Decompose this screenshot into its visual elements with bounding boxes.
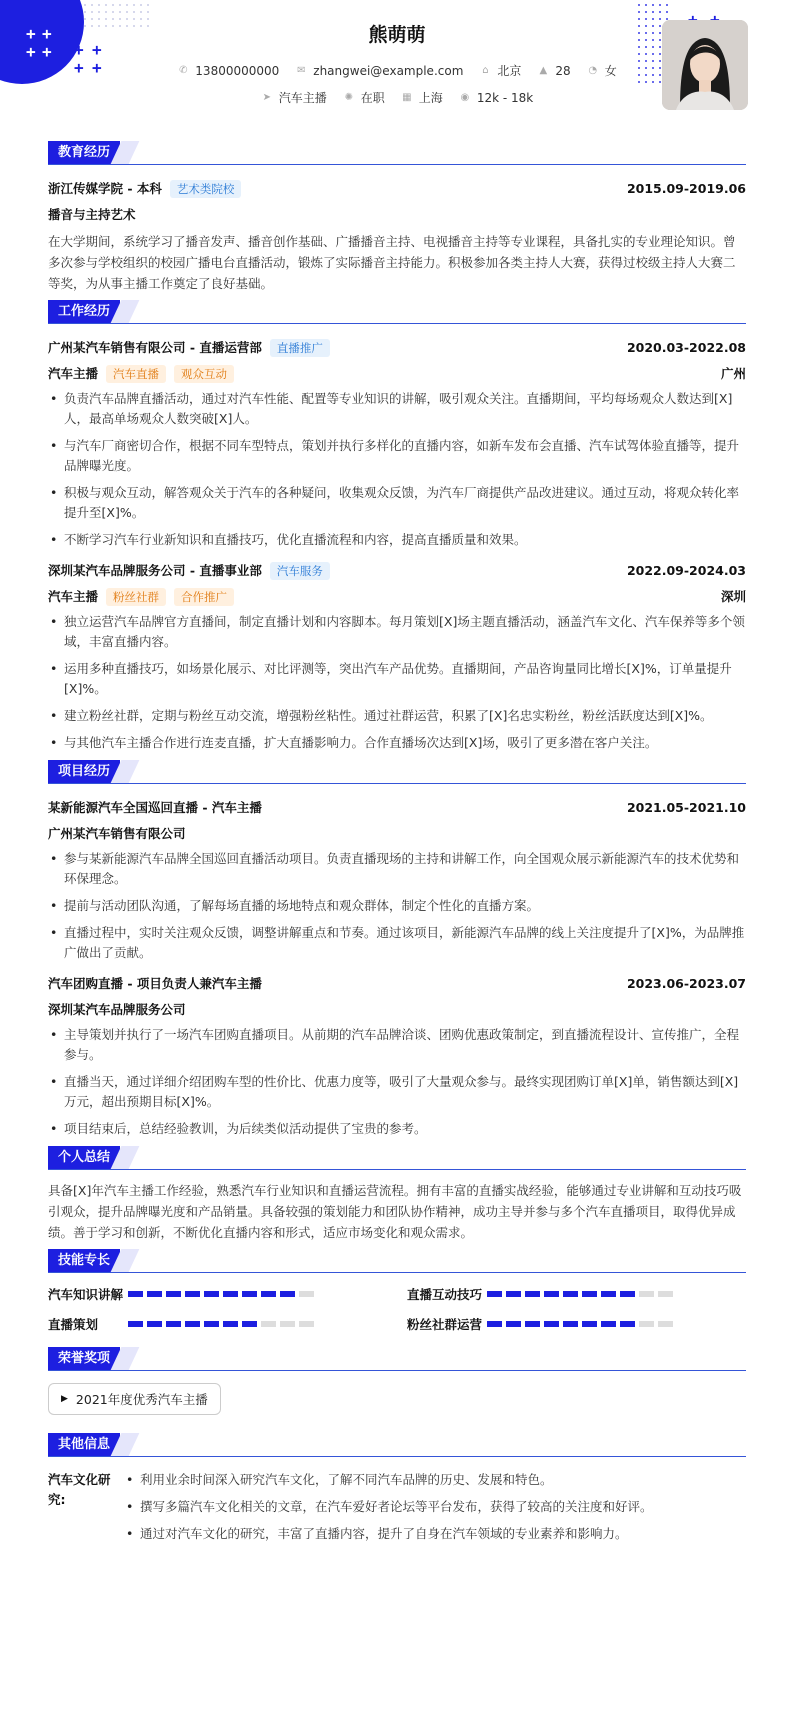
list-item: • 直播过程中，实时关注观众反馈，调整讲解重点和节奏。通过该项目，新能源汽车品牌的线上关注度提升了[X]%，为品牌推广做出了贡献。 bbox=[48, 923, 746, 963]
email-info bbox=[295, 62, 463, 79]
work-entry bbox=[48, 334, 746, 550]
skill-level-segment bbox=[658, 1291, 673, 1297]
section-header bbox=[48, 1347, 746, 1371]
decorative-dot bbox=[140, 11, 142, 13]
project-org-row bbox=[48, 996, 746, 1022]
decorative-dot bbox=[105, 4, 107, 6]
skill-level-segment bbox=[620, 1291, 635, 1297]
role-row bbox=[48, 583, 746, 609]
list-item: • 负责汽车品牌直播活动，通过对汽车性能、配置等专业知识的讲解，吸引观众关注。直播期间，平均每场观众人数达到[X]人，最高单场观众人数突破[X]人。 bbox=[48, 389, 746, 429]
role-name: 汽车主播 bbox=[48, 588, 99, 604]
list-item: • 通过对汽车文化的研究，丰富了直播内容，提升了自身在汽车领域的专业素养和影响力。 bbox=[124, 1524, 746, 1544]
skill-level-segment bbox=[487, 1321, 502, 1327]
work-city: 广州 bbox=[720, 366, 746, 381]
section-header bbox=[48, 760, 746, 784]
skill-level-bar bbox=[128, 1291, 314, 1297]
skill-level-segment bbox=[506, 1321, 521, 1327]
decorative-dot bbox=[126, 11, 128, 13]
job-text: 汽车主播 bbox=[278, 91, 327, 105]
skill-level-segment bbox=[563, 1321, 578, 1327]
decorative-dot bbox=[91, 4, 93, 6]
work-date: 2022.09-2024.03 bbox=[626, 562, 746, 578]
decorative-dot bbox=[645, 81, 647, 83]
target-city-info bbox=[401, 89, 443, 106]
section-header bbox=[48, 1146, 746, 1170]
plus-icon: + bbox=[26, 24, 36, 43]
skill-level-segment bbox=[223, 1291, 238, 1297]
decorative-dot bbox=[147, 11, 149, 13]
decorative-dot bbox=[91, 11, 93, 13]
plus-icon: + bbox=[74, 40, 84, 59]
decorative-dot bbox=[645, 4, 647, 6]
skill-level-segment bbox=[280, 1291, 295, 1297]
work-date: 2020.03-2022.08 bbox=[626, 339, 746, 355]
skill-item bbox=[48, 1283, 387, 1305]
role-row bbox=[48, 360, 746, 386]
project-bullets bbox=[48, 849, 746, 963]
other-section bbox=[48, 1433, 746, 1551]
resume-content bbox=[48, 135, 746, 1551]
city-info bbox=[479, 62, 521, 79]
decorative-dot bbox=[645, 53, 647, 55]
work-bullets bbox=[48, 612, 746, 753]
age-text: 28 bbox=[555, 63, 571, 78]
decorative-dot bbox=[112, 11, 114, 13]
list-item: • 运用多种直播技巧，如场景化展示、对比评测等，突出汽车产品优势。直播期间，产品咨询量同比增长[X]%，订单量提升[X]%。 bbox=[48, 659, 746, 699]
education-date: 2015.09-2019.06 bbox=[626, 180, 746, 196]
plus-icon: + bbox=[92, 40, 102, 59]
coin-icon: ◉ bbox=[460, 92, 470, 103]
skill-tag: 观众互动 bbox=[174, 365, 234, 383]
skills-grid bbox=[48, 1283, 746, 1335]
decorative-dot bbox=[652, 81, 654, 83]
projects-section bbox=[48, 760, 746, 1139]
school-tag: 艺术类院校 bbox=[170, 180, 242, 198]
decorative-dot bbox=[105, 11, 107, 13]
status-info bbox=[343, 89, 385, 106]
decorative-dot bbox=[112, 4, 114, 6]
skill-name: 汽车知识讲解 bbox=[48, 1287, 124, 1302]
project-date: 2021.05-2021.10 bbox=[626, 799, 746, 815]
section-header bbox=[48, 141, 746, 165]
decorative-dot bbox=[652, 53, 654, 55]
status-text: 在职 bbox=[360, 91, 385, 105]
skill-level-segment bbox=[487, 1291, 502, 1297]
decorative-dot bbox=[119, 4, 121, 6]
target-city-text: 上海 bbox=[418, 91, 443, 105]
list-item: • 参与某新能源汽车品牌全国巡回直播活动项目。负责直播现场的主持和讲解工作，向全国观众展示新能源汽车的技术优势和环保理念。 bbox=[48, 849, 746, 889]
building-icon: ▦ bbox=[402, 92, 412, 103]
gender-text: 女 bbox=[604, 64, 617, 78]
skill-level-segment bbox=[166, 1291, 181, 1297]
plus-icon: + bbox=[26, 42, 36, 61]
plus-icon: + bbox=[42, 24, 52, 43]
skill-level-segment bbox=[128, 1321, 143, 1327]
other-label: 汽车文化研究: bbox=[48, 1472, 111, 1507]
decorative-dot bbox=[666, 11, 668, 13]
awards-section bbox=[48, 1347, 746, 1427]
project-title: 汽车团购直播 - 项目负责人兼汽车主播 bbox=[48, 976, 262, 991]
skill-level-bar bbox=[487, 1321, 673, 1327]
skill-level-segment bbox=[299, 1321, 314, 1327]
skill-level-segment bbox=[261, 1291, 276, 1297]
project-header-row bbox=[48, 970, 746, 996]
candidate-name: 熊萌萌 bbox=[368, 24, 426, 46]
gender-icon: ◔ bbox=[588, 65, 598, 76]
project-title: 某新能源汽车全国巡回直播 - 汽车主播 bbox=[48, 800, 262, 815]
decorative-dot bbox=[98, 11, 100, 13]
list-item: • 建立粉丝社群，定期与粉丝互动交流，增强粉丝粘性。通过社群运营，积累了[X]名忠实粉丝，粉丝活跃度达到[X]%。 bbox=[48, 706, 746, 726]
skill-level-segment bbox=[261, 1321, 276, 1327]
work-header-row bbox=[48, 334, 746, 360]
phone-info bbox=[177, 62, 279, 79]
decorative-dot bbox=[98, 4, 100, 6]
list-item: • 与汽车厂商密切合作，根据不同车型特点，策划并执行多样化的直播内容，如新车发布会直播、汽车试驾体验直播等，提升品牌曝光度。 bbox=[48, 436, 746, 476]
decorative-dot bbox=[659, 4, 661, 6]
decorative-dot bbox=[119, 11, 121, 13]
skill-level-segment bbox=[563, 1291, 578, 1297]
school-name: 浙江传媒学院 - 本科 bbox=[48, 180, 162, 196]
gear-icon: ✺ bbox=[344, 92, 353, 103]
decorative-dot bbox=[645, 11, 647, 13]
decorative-dot bbox=[133, 11, 135, 13]
decorative-dot bbox=[84, 4, 86, 6]
section-header bbox=[48, 1433, 746, 1457]
company-line bbox=[48, 338, 330, 357]
role-line bbox=[48, 587, 234, 606]
skill-level-segment bbox=[128, 1291, 143, 1297]
decorative-dot bbox=[126, 4, 128, 6]
decorative-dot bbox=[638, 53, 640, 55]
skill-level-segment bbox=[242, 1291, 257, 1297]
decorative-dot bbox=[638, 81, 640, 83]
skill-level-segment bbox=[658, 1321, 673, 1327]
summary-section bbox=[48, 1146, 746, 1243]
mail-icon: ✉ bbox=[297, 65, 306, 76]
other-bullets bbox=[124, 1467, 746, 1551]
company-name: 广州某汽车销售有限公司 - 直播运营部 bbox=[48, 339, 262, 355]
project-date: 2023.06-2023.07 bbox=[626, 975, 746, 991]
skill-level-segment bbox=[204, 1291, 219, 1297]
work-bullets bbox=[48, 389, 746, 550]
cake-icon: ▲ bbox=[539, 65, 548, 76]
section-title: 荣誉奖项 bbox=[48, 1347, 120, 1370]
decorative-dot bbox=[659, 53, 661, 55]
plus-icon: + bbox=[74, 58, 84, 77]
skill-item bbox=[407, 1313, 746, 1335]
school-line bbox=[48, 179, 241, 198]
skill-tag: 汽车直播 bbox=[106, 365, 166, 383]
company-name: 深圳某汽车品牌服务公司 - 直播事业部 bbox=[48, 562, 262, 578]
skill-level-segment bbox=[242, 1321, 257, 1327]
skill-tag: 粉丝社群 bbox=[106, 588, 166, 606]
skill-level-segment bbox=[299, 1291, 314, 1297]
skill-level-segment bbox=[525, 1321, 540, 1327]
skill-level-segment bbox=[280, 1321, 295, 1327]
award-text: 2021年度优秀汽车主播 bbox=[75, 1392, 208, 1407]
skill-level-segment bbox=[185, 1321, 200, 1327]
list-item: • 主导策划并执行了一场汽车团购直播项目。从前期的汽车品牌洽谈、团购优惠政策制定，到直播流程设计、宣传推广，全程参与。 bbox=[48, 1025, 746, 1065]
skill-level-segment bbox=[639, 1291, 654, 1297]
section-title: 技能专长 bbox=[48, 1249, 120, 1272]
project-bullets bbox=[48, 1025, 746, 1139]
list-item: • 直播当天，通过详细介绍团购车型的性价比、优惠力度等，吸引了大量观众参与。最终实现团购订单[X]单，销售额达到[X]万元，超出预期目标[X]%。 bbox=[48, 1072, 746, 1112]
section-header bbox=[48, 1249, 746, 1273]
section-title: 工作经历 bbox=[48, 300, 120, 323]
skill-level-bar bbox=[487, 1291, 673, 1297]
project-entry bbox=[48, 794, 746, 963]
skill-level-bar bbox=[128, 1321, 314, 1327]
company-tag: 汽车服务 bbox=[270, 562, 330, 580]
skill-tag: 合作推广 bbox=[174, 588, 234, 606]
job-info bbox=[261, 89, 327, 106]
email-text: zhangwei@example.com bbox=[313, 63, 464, 78]
education-header-row bbox=[48, 175, 746, 201]
decorative-dot bbox=[84, 11, 86, 13]
award-badge bbox=[48, 1383, 221, 1415]
work-city: 深圳 bbox=[720, 589, 746, 604]
skill-item bbox=[48, 1313, 387, 1335]
age-info bbox=[537, 62, 570, 79]
triangle-right-icon: ▶ bbox=[61, 1394, 68, 1404]
skill-name: 直播策划 bbox=[48, 1317, 99, 1332]
summary-text: 具备[X]年汽车主播工作经验，熟悉汽车行业知识和直播运营流程。拥有丰富的直播实战经验，能够通过专业讲解和互动技巧吸引观众，提升品牌曝光度和产品销量。具备较强的策划能力和团队协作精神，成功主导并参与多个汽车直播项目，取得优异成绩。善于学习和创新，不断优化直播内容和形式，适应市场变化和观众需求。 bbox=[48, 1183, 742, 1240]
skills-section bbox=[48, 1249, 746, 1335]
plus-icon: + bbox=[92, 58, 102, 77]
decorative-dot bbox=[638, 11, 640, 13]
company-line bbox=[48, 561, 330, 580]
gender-info bbox=[587, 62, 617, 79]
skill-level-segment bbox=[166, 1321, 181, 1327]
salary-text: 12k - 18k bbox=[476, 90, 534, 105]
work-header-row bbox=[48, 557, 746, 583]
decorative-dot bbox=[140, 4, 142, 6]
work-section bbox=[48, 300, 746, 753]
other-info bbox=[48, 1467, 746, 1551]
decorative-dot bbox=[147, 4, 149, 6]
project-org: 深圳某汽车品牌服务公司 bbox=[48, 1002, 186, 1017]
list-item: • 提前与活动团队沟通，了解每场直播的场地特点和观众群体，制定个性化的直播方案。 bbox=[48, 896, 746, 916]
skill-level-segment bbox=[620, 1321, 635, 1327]
decorative-dot bbox=[652, 11, 654, 13]
skill-level-segment bbox=[544, 1291, 559, 1297]
skill-level-segment bbox=[639, 1321, 654, 1327]
decorative-dot bbox=[659, 11, 661, 13]
major-name: 播音与主持艺术 bbox=[48, 207, 136, 222]
section-title: 其他信息 bbox=[48, 1433, 120, 1456]
salary-info bbox=[459, 89, 533, 106]
skill-level-segment bbox=[223, 1321, 238, 1327]
list-item: • 撰写多篇汽车文化相关的文章，在汽车爱好者论坛等平台发布，获得了较高的关注度和好评。 bbox=[124, 1497, 746, 1517]
phone-icon: ✆ bbox=[179, 65, 188, 76]
skill-level-segment bbox=[525, 1291, 540, 1297]
section-title: 教育经历 bbox=[48, 141, 120, 164]
skill-level-segment bbox=[582, 1321, 597, 1327]
list-item: • 独立运营汽车品牌官方直播间，制定直播计划和内容脚本。每月策划[X]场主题直播活动，涵盖汽车文化、汽车保养等多个领域，丰富直播内容。 bbox=[48, 612, 746, 652]
decorative-dot bbox=[133, 4, 135, 6]
decorative-dot bbox=[666, 4, 668, 6]
plus-icon: + bbox=[42, 42, 52, 61]
decorative-dot bbox=[652, 4, 654, 6]
skill-level-segment bbox=[185, 1291, 200, 1297]
list-item: • 利用业余时间深入研究汽车文化，了解不同汽车品牌的历史、发展和特色。 bbox=[124, 1470, 746, 1490]
section-title: 个人总结 bbox=[48, 1146, 120, 1169]
role-name: 汽车主播 bbox=[48, 365, 99, 381]
send-icon: ➤ bbox=[262, 92, 271, 103]
decorative-dot bbox=[638, 4, 640, 6]
skill-level-segment bbox=[601, 1321, 616, 1327]
section-header bbox=[48, 300, 746, 324]
project-org: 广州某汽车销售有限公司 bbox=[48, 826, 186, 841]
major-row bbox=[48, 201, 746, 227]
project-header-row bbox=[48, 794, 746, 820]
education-section bbox=[48, 141, 746, 294]
skill-level-segment bbox=[204, 1321, 219, 1327]
home-icon: ⌂ bbox=[482, 65, 489, 76]
list-item: • 项目结束后，总结经验教训，为后续类似活动提供了宝贵的参考。 bbox=[48, 1119, 746, 1139]
list-item: • 不断学习汽车行业新知识和直播技巧，优化直播流程和内容，提高直播质量和效果。 bbox=[48, 530, 746, 550]
skill-item bbox=[407, 1283, 746, 1305]
skill-level-segment bbox=[544, 1321, 559, 1327]
skill-level-segment bbox=[601, 1291, 616, 1297]
work-entry bbox=[48, 557, 746, 753]
skill-name: 直播互动技巧 bbox=[407, 1287, 483, 1302]
company-tag: 直播推广 bbox=[270, 339, 330, 357]
section-title: 项目经历 bbox=[48, 760, 120, 783]
skill-level-segment bbox=[147, 1321, 162, 1327]
skill-level-segment bbox=[147, 1291, 162, 1297]
profile-photo bbox=[662, 20, 748, 110]
city-text: 北京 bbox=[497, 64, 522, 78]
skill-level-segment bbox=[506, 1291, 521, 1297]
phone-text: 13800000000 bbox=[195, 63, 280, 78]
skill-level-segment bbox=[582, 1291, 597, 1297]
project-entry bbox=[48, 970, 746, 1139]
list-item: • 与其他汽车主播合作进行连麦直播，扩大直播影响力。合作直播场次达到[X]场，吸引了更多潜在客户关注。 bbox=[48, 733, 746, 753]
list-item: • 积极与观众互动，解答观众关于汽车的各种疑问，收集观众反馈，为汽车厂商提供产品改进建议。通过互动，将观众转化率提升至[X]%。 bbox=[48, 483, 746, 523]
skill-name: 粉丝社群运营 bbox=[407, 1317, 483, 1332]
decorative-dot bbox=[659, 81, 661, 83]
role-line bbox=[48, 364, 234, 383]
project-org-row bbox=[48, 820, 746, 846]
education-description: 在大学期间，系统学习了播音发声、播音创作基础、广播播音主持、电视播音主持等专业课程，具备扎实的专业理论知识。曾多次参与学校组织的校园广播电台直播活动，锻炼了实际播音主持能力。积极参加各类主持人大赛，获得过校级主持人大赛二等奖，为从事主播工作奠定了良好基础。 bbox=[48, 234, 736, 291]
